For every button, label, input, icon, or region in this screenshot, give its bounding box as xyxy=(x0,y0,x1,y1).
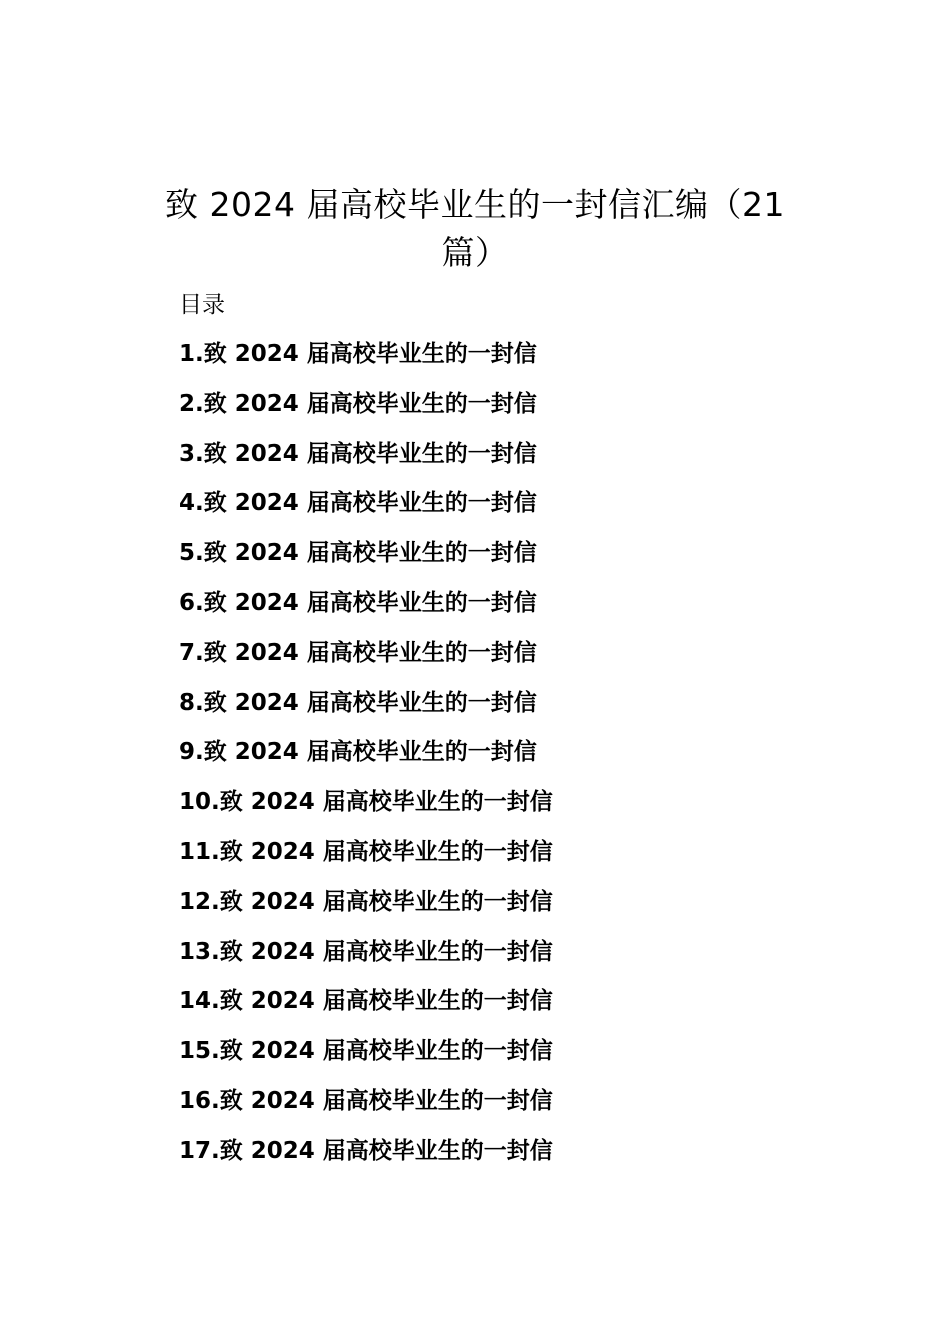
toc-item[interactable]: 11.致 2024 届高校毕业生的一封信 xyxy=(179,838,553,865)
toc-item[interactable]: 7.致 2024 届高校毕业生的一封信 xyxy=(179,639,537,666)
toc-item[interactable]: 1.致 2024 届高校毕业生的一封信 xyxy=(179,341,537,367)
toc-item[interactable]: 6.致 2024 届高校毕业生的一封信 xyxy=(179,589,537,616)
toc-item[interactable]: 8.致 2024 届高校毕业生的一封信 xyxy=(179,689,537,716)
toc-item[interactable]: 5.致 2024 届高校毕业生的一封信 xyxy=(179,540,537,567)
toc-item[interactable]: 3.致 2024 届高校毕业生的一封信 xyxy=(179,440,537,467)
toc-item[interactable]: 17.致 2024 届高校毕业生的一封信 xyxy=(179,1137,553,1164)
document-title: 致 2024 届高校毕业生的一封信汇编（21 篇） xyxy=(165,185,785,272)
toc-item[interactable]: 4.致 2024 届高校毕业生的一封信 xyxy=(179,490,537,517)
toc-item[interactable]: 14.致 2024 届高校毕业生的一封信 xyxy=(179,988,553,1015)
toc-item[interactable]: 15.致 2024 届高校毕业生的一封信 xyxy=(179,1038,553,1065)
toc-item[interactable]: 2.致 2024 届高校毕业生的一封信 xyxy=(179,390,537,417)
toc-item[interactable]: 16.致 2024 届高校毕业生的一封信 xyxy=(179,1087,553,1114)
toc-heading: 目录 xyxy=(179,292,225,318)
toc-item[interactable]: 9.致 2024 届高校毕业生的一封信 xyxy=(179,739,537,766)
toc-item[interactable]: 12.致 2024 届高校毕业生的一封信 xyxy=(179,888,553,915)
toc-list xyxy=(179,336,553,1183)
toc-item[interactable]: 13.致 2024 届高校毕业生的一封信 xyxy=(179,938,553,965)
toc-item[interactable]: 10.致 2024 届高校毕业生的一封信 xyxy=(179,789,553,816)
